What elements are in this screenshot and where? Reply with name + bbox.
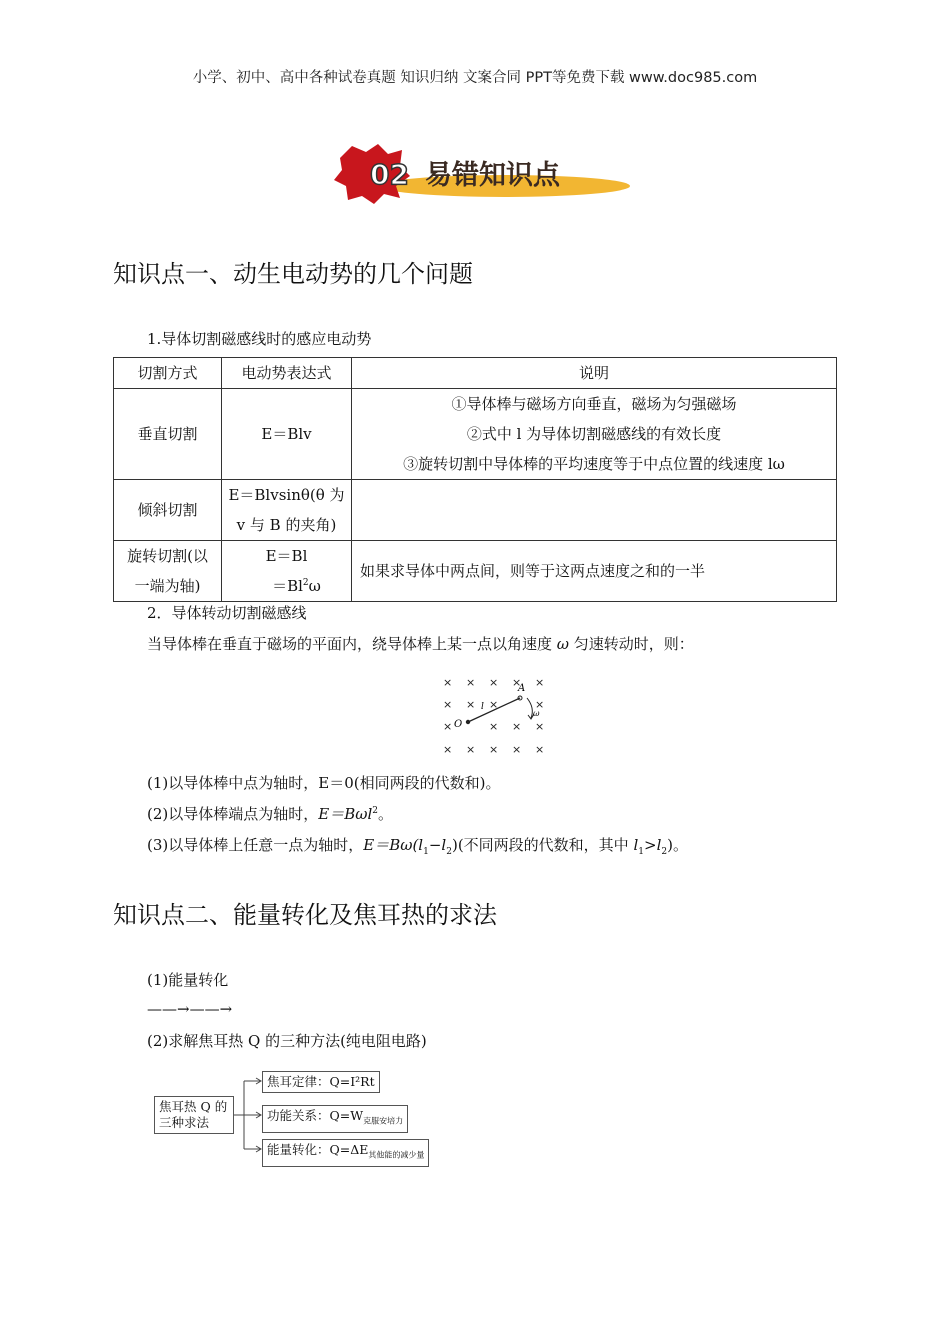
rotation-diagram [435, 668, 555, 758]
table-cell: 垂直切割 [114, 389, 222, 480]
table-header-row [114, 358, 837, 389]
flow-root-line: 焦耳热 Q 的 [159, 1099, 228, 1114]
item-1: (1)以导体棒中点为轴时，E＝0(相同两段的代数和)。 [147, 774, 501, 792]
field-cross: × [489, 676, 499, 689]
section1-subtitle2: 2．导体转动切割磁感线 [147, 604, 307, 622]
banner-graphic [330, 140, 630, 206]
emf-table [113, 357, 837, 602]
table-cell [352, 480, 837, 541]
section2-item1: (1)能量转化 [147, 971, 229, 989]
site-header: 小学、初中、高中各种试卷真题 知识归纳 文案合同 PPT等免费下载 www.doc985.com [192, 70, 758, 86]
banner-number: 02 [370, 158, 409, 191]
field-cross: × [443, 743, 453, 756]
field-cross: × [466, 743, 476, 756]
section2-item2: (2)求解焦耳热 Q 的三种方法(纯电阻电路) [147, 1032, 427, 1050]
section1-title: 知识点一、动生电动势的几个问题 [113, 260, 473, 288]
note-line: ②式中 l 为导体切割磁感线的有效长度 [466, 425, 722, 443]
label-omega: ω [533, 709, 540, 718]
field-cross: × [535, 676, 545, 689]
expr-line: v 与 B 的夹角) [236, 516, 337, 534]
flow-branch-joule: 焦耳定律：Q=I²Rt [262, 1071, 380, 1093]
rotation-arrow [527, 698, 532, 718]
table-header: 说明 [352, 358, 837, 389]
table-row [114, 389, 837, 480]
table-header: 切割方式 [114, 358, 222, 389]
flow-branch-work: 功能关系：$Q=W_{克服安培力}$ [262, 1105, 408, 1133]
table-row [114, 541, 837, 602]
omega-symbol: ω [556, 635, 570, 653]
flow-root-line: 三种求法 [159, 1115, 210, 1130]
section-banner [330, 140, 630, 206]
intro-text: 匀速转动时，则： [569, 635, 694, 653]
expr-line: E＝Blvsinθ(θ 为 [228, 486, 345, 504]
flow-root [154, 1096, 234, 1134]
banner-title: 易错知识点 [425, 160, 560, 191]
field-cross: × [443, 698, 453, 711]
flow-branch-energy: 能量转化：$Q=\Delta E_{其他能的减少量}$ [262, 1139, 429, 1167]
note-line: ①导体棒与磁场方向垂直，磁场为匀强磁场 [451, 395, 737, 413]
item-3: (3)以导体棒上任意一点为轴时，$E=B\omega(l_1-l_2)$(不同两段的代数和，其中 $l_1>l_2$)。 [147, 836, 688, 857]
intro-text: 当导体棒在垂直于磁场的平面内，绕导体棒上某一点以角速度 [147, 635, 557, 653]
section1-subtitle1: 1.导体切割磁感线时的感应电动势 [147, 330, 372, 348]
table-cell [222, 541, 352, 602]
joule-heat-flow [150, 1068, 430, 1163]
field-cross: × [489, 743, 499, 756]
energy-arrows: ——→——→ [147, 1000, 233, 1018]
label-O: O [454, 719, 463, 730]
expr-part: ＝Bl [272, 577, 303, 595]
expr-part: ω [308, 577, 321, 595]
field-cross: × [512, 743, 522, 756]
note-line: ③旋转切割中导体棒的平均速度等于中点位置的线速度 lω [403, 455, 785, 473]
field-cross: × [535, 720, 545, 733]
field-cross: × [512, 676, 522, 689]
expr-line [226, 571, 347, 601]
field-cross: × [512, 720, 522, 733]
field-cross: × [535, 698, 545, 711]
field-cross: × [535, 743, 545, 756]
label-l: l [481, 702, 484, 712]
table-row [114, 480, 837, 541]
type-line: 一端为轴) [134, 577, 201, 595]
table-cell: E＝Blv [222, 389, 352, 480]
table-cell-notes [352, 389, 837, 480]
field-cross: × [489, 698, 499, 711]
table-cell [114, 541, 222, 602]
item-2: (2)以导体棒端点为轴时，E＝Bωl$^2$。 [147, 805, 394, 823]
field-cross: × [466, 698, 476, 711]
type-line: 旋转切割(以 [127, 547, 208, 565]
expr-line: E＝Bl [265, 547, 308, 565]
table-cell: 倾斜切割 [114, 480, 222, 541]
table-cell [222, 480, 352, 541]
field-cross: × [489, 720, 499, 733]
table-header: 电动势表达式 [222, 358, 352, 389]
table-cell: 如果求导体中两点间，则等于这两点速度之和的一半 [352, 541, 837, 602]
field-cross: × [443, 676, 453, 689]
expr-sup: 2 [302, 578, 309, 588]
field-cross: × [466, 676, 476, 689]
pivot-point [466, 720, 470, 724]
label-A: A [518, 683, 526, 694]
field-cross: × [443, 720, 453, 733]
section1-intro [147, 633, 694, 654]
section2-title: 知识点二、能量转化及焦耳热的求法 [113, 901, 497, 929]
